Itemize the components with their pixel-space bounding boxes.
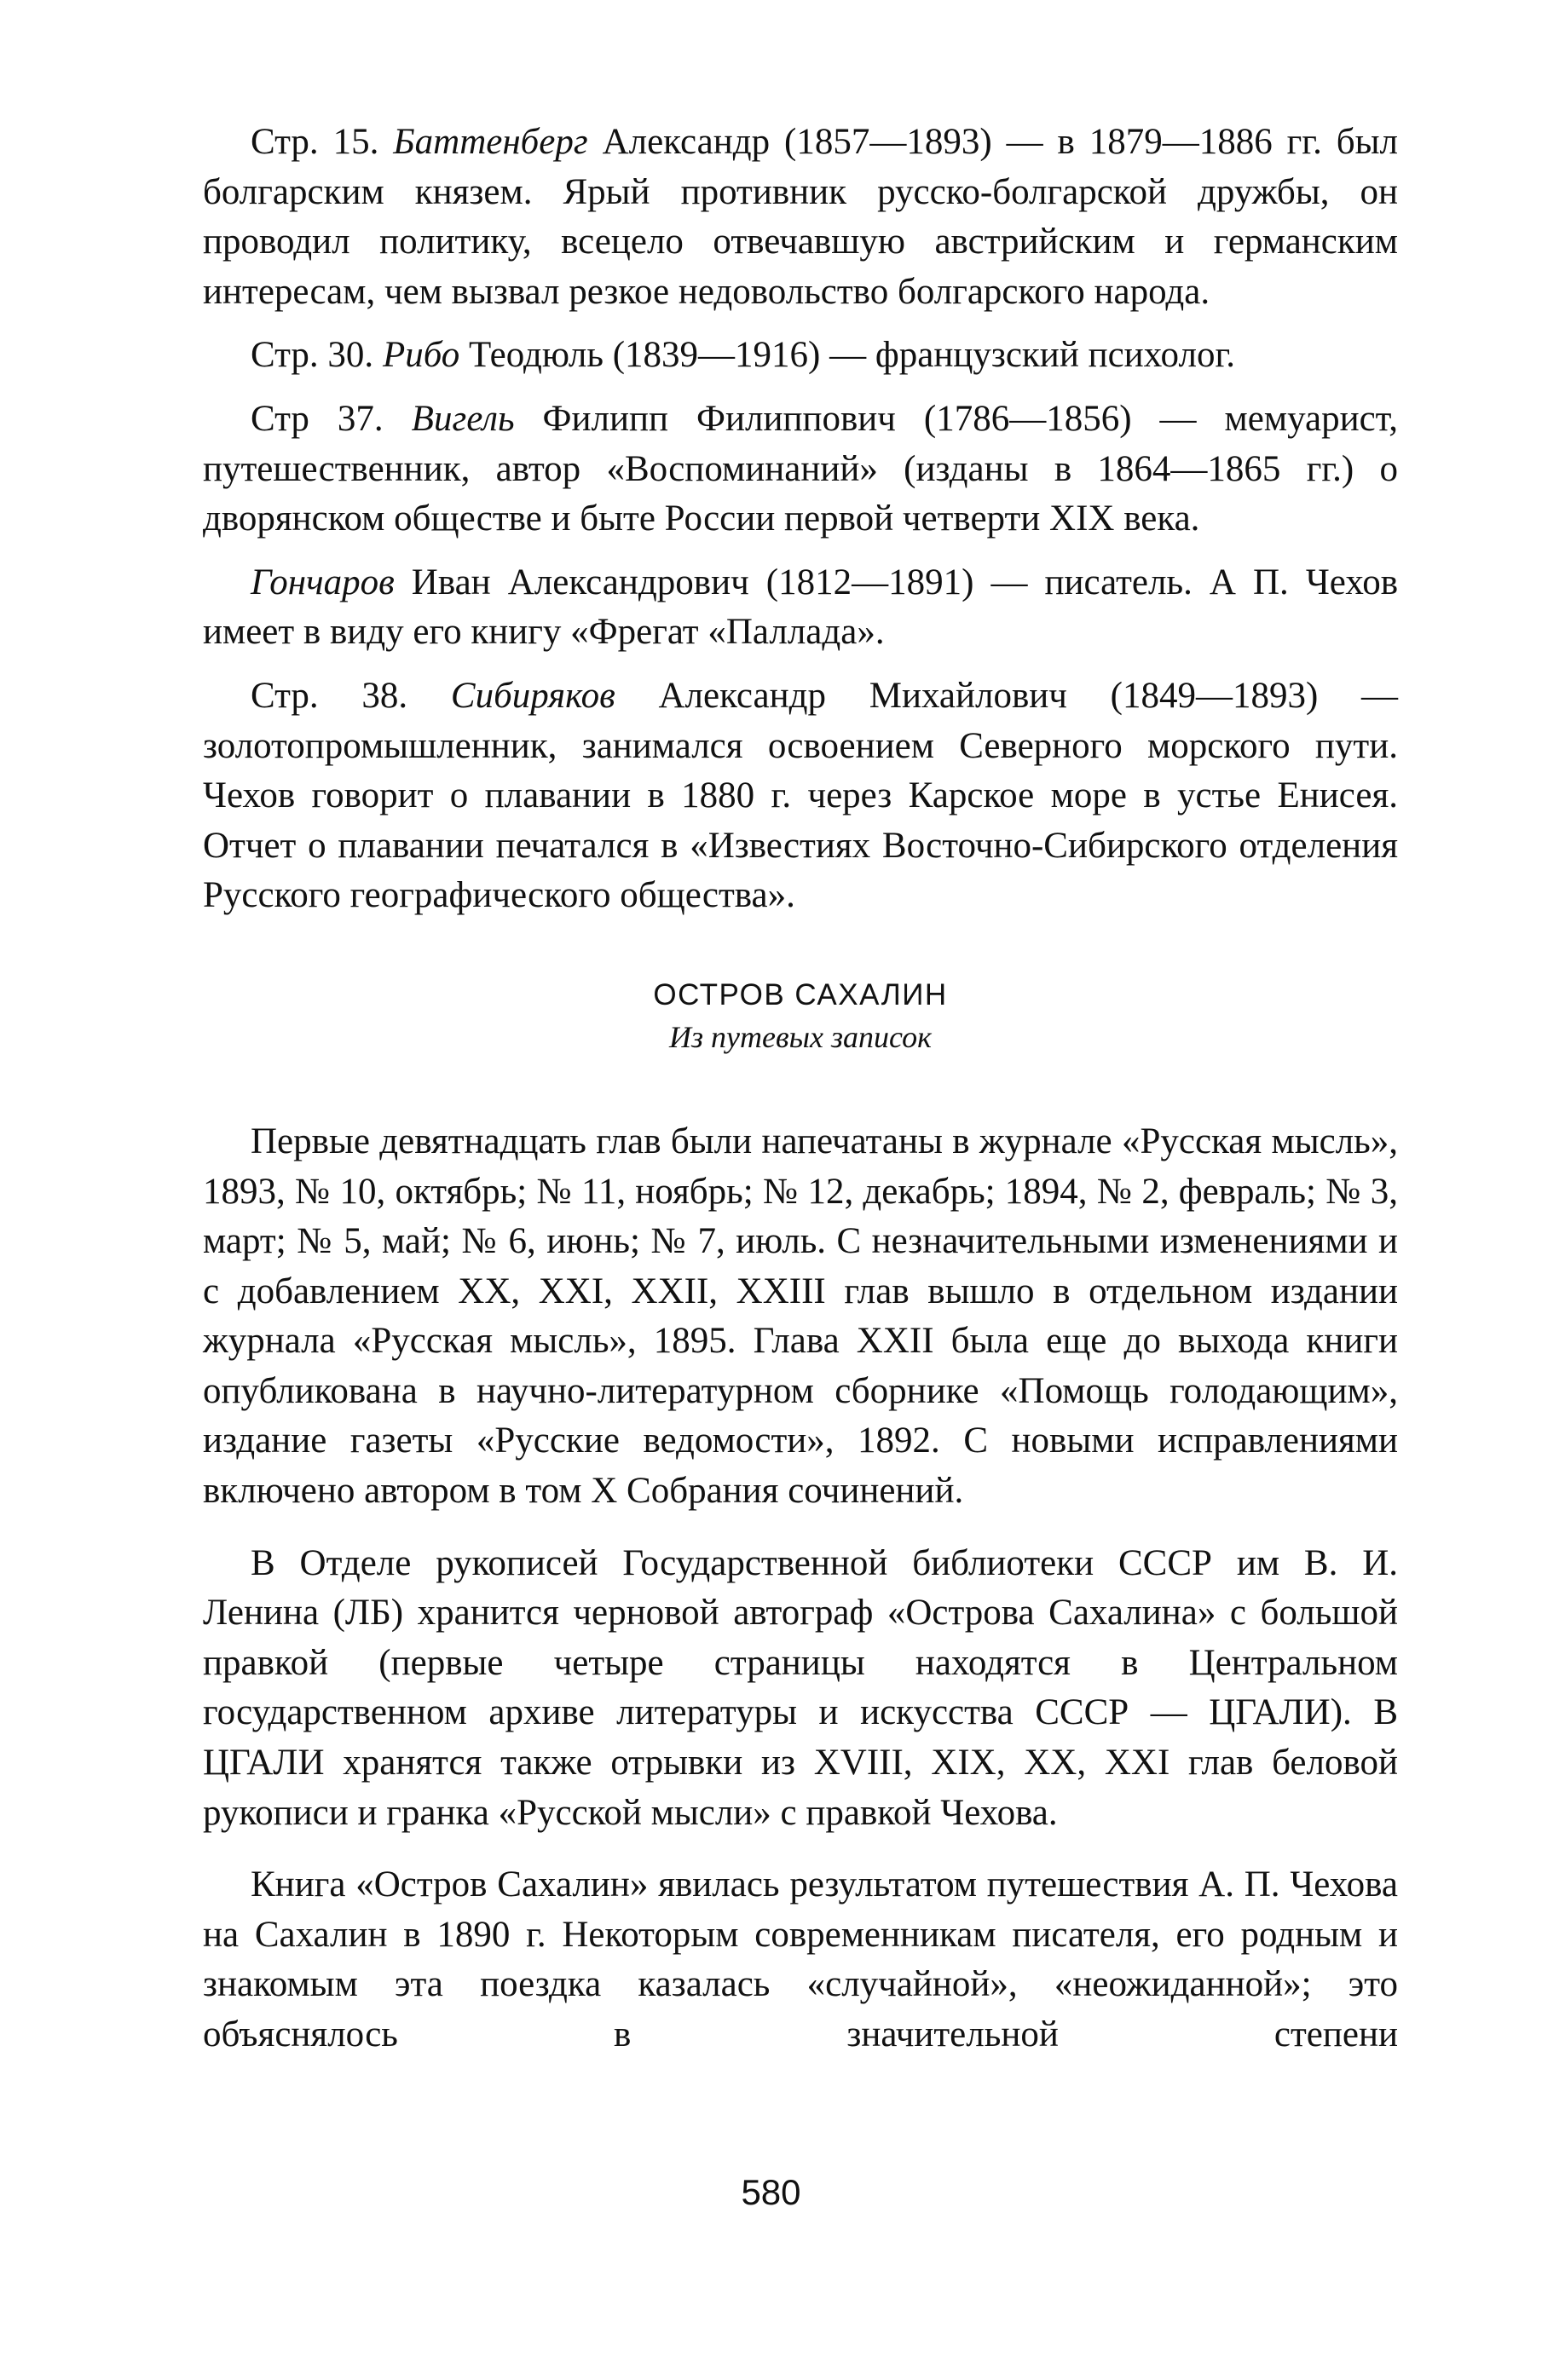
note-prefix: Стр 37. [251,398,412,439]
note-sibiryakov [203,671,1398,921]
note-person-name: Сибиряков [450,675,615,716]
note-person-name: Гончаров [251,562,395,602]
page-content [203,118,1398,2083]
note-ribot [203,331,1398,381]
section-heading [203,974,1398,1057]
note-vigel [203,395,1398,545]
body-paragraph-publication: Первые девятнадцать глав были напечатаны в журнале «Русская мысль», 1893, № 10, октябрь; № 11, ноябрь; № 12, декабрь; 1894, № 2, февраль; № 3, март; № 5, май; № 6, июнь; № 7, июль. С незначительными изменениями и с добавлением XX, XXI, XXII, XXIII глав вышло в отдельном издании журнала «Русская мысль», 1895. Глава XXII была еще до выхода книги опубликована в научно-литературном сборнике «Помощь голодающим», издание газеты «Русские ведомости», 1892. С новыми исправлениями включено автором в том X Собрания сочинений. [203,1121,1398,1512]
section-body [203,1117,1398,2060]
note-text: Александр Михайлович (1849—1893) — золотопромышленник, занимался освоением Северного морского пути. Чехов говорит о плавании в 1880 г. через Карское море в устье Енисея. Отчет о плавании печатался в «Известиях Восточно-Сибирского отделения Русского географического общества». [203,675,1398,916]
note-text: Филипп Филиппович (1786—1856) — мемуарист, путешественник, автор «Воспоминаний» (изданы в 1864—1865 гг.) о дворянском обществе и быте России первой четверти XIX века. [203,398,1398,539]
section-title: ОСТРОВ САХАЛИН [653,977,948,1011]
commentary-notes [203,118,1398,921]
note-person-name: Рибо [382,335,460,376]
note-person-name: Баттенберг [393,122,588,162]
note-prefix: Стр. 15. [251,122,394,162]
note-goncharov [203,558,1398,658]
note-text: Теодюль (1839—1916) — французский психолог. [459,335,1235,376]
page-number: 580 [741,2172,801,2212]
note-prefix: Стр. 38. [251,675,451,716]
body-paragraph-journey: Книга «Остров Сахалин» явилась результатом путешествия А. П. Чехова на Сахалин в 1890 г. Некоторым современникам писателя, его родным и знакомым эта поездка казалась «случайной», «неожиданной»; это объяснялось в значительной степени [203,1864,1398,2054]
body-paragraph-manuscripts: В Отделе рукописей Государственной библиотеки СССР им В. И. Ленина (ЛБ) хранится черновой автограф «Острова Сахалина» с большой правкой (первые четыре страницы находятся в Центральном государственном архиве литературы и искусства СССР — ЦГАЛИ). В ЦГАЛИ хранятся также отрывки из XVIII, XIX, XX, XXI глав беловой рукописи и гранка «Русской мысли» с правкой Чехова. [203,1542,1398,1833]
note-prefix: Стр. 30. [251,335,383,376]
note-person-name: Вигель [411,398,515,439]
note-text: Иван Александрович (1812—1891) — писатель. А П. Чехов имеет в виду его книгу «Фрегат «Паллада». [203,562,1398,653]
note-text: Александр (1857—1893) — в 1879—1886 гг. был болгарским князем. Ярый противник русско-болгарской дружбы, он проводил политику, всецело отвечавшую австрийским и германским интересам, чем вызвал резкое недовольство болгарского народа. [203,122,1398,312]
note-battenberg [203,118,1398,317]
section-subtitle: Из путевых записок [669,1019,932,1054]
